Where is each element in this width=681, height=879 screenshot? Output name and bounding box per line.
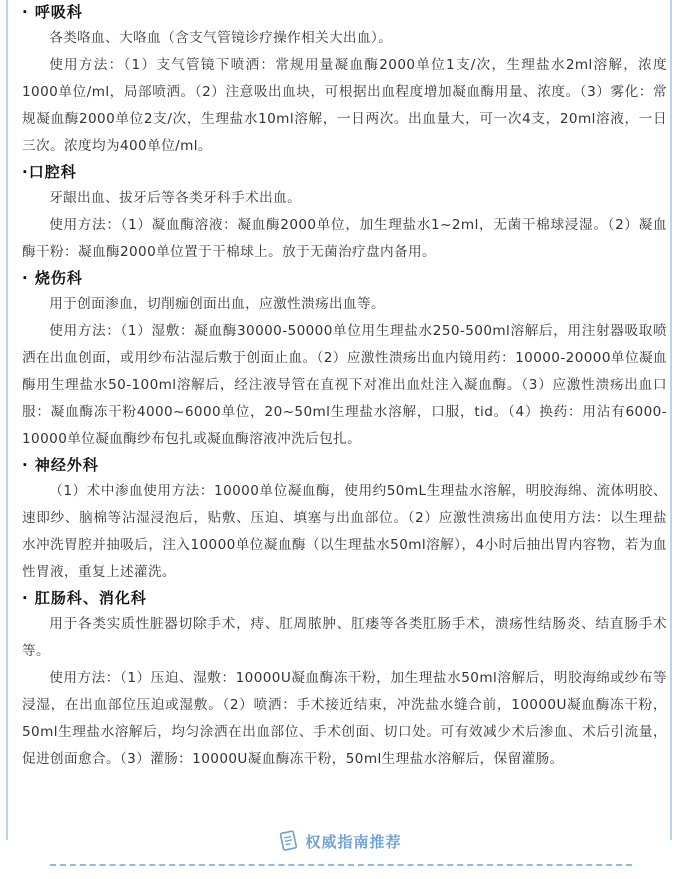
section-paragraph: 使用方法：（1）湿敷：凝血酶30000-50000单位用生理盐水250-500ml溶解后，用注射器吸取喷洒在出血创面，或用纱布沾湿后敷于创面止血。（2）应激性溃疡出血内镜用药：10000-20000单位凝血酶用生理盐水50-100ml溶解后，经注液导管在直视下对准出血灶注入凝血酶。（3）应激性溃疡出血口服：凝血酶冻干粉4000~6000单位，20~50ml生理盐水溶解，口服，tid。（4）换药：用沾有6000-10000单位凝血酶纱布包扎或凝血酶溶液冲洗后包扎。	[22, 323, 667, 447]
section-paragraph: 用于各类实质性脏器切除手术，痔、肛周脓肿、肛瘘等各类肛肠手术，溃疡性结肠炎、结直肠手术等。	[22, 616, 667, 659]
section-neurosurgery	[22, 453, 667, 586]
recommend-label: 权威指南推荐	[305, 832, 402, 851]
section-paragraph: 使用方法：（1）支气管镜下喷洒：常规用量凝血酶2000单位1支/次，生理盐水2ml溶解，浓度1000单位/ml，局部喷洒。（2）注意吸出血块，可根据出血程度增加凝血酶用量、浓度。（3）雾化：常规凝血酶2000单位2支/次，生理盐水10ml溶解，一日两次。出血量大，可一次4支，20ml溶液，一日三次。浓度均为400单位/ml。	[22, 57, 667, 154]
recommend-banner[interactable]	[0, 830, 681, 856]
section-anorectal-gastro	[22, 586, 667, 773]
article-body	[22, 0, 667, 773]
section-paragraph: 牙龈出血、拔牙后等各类牙科手术出血。	[49, 190, 302, 206]
section-paragraph: 用于创面渗血，切削痂创面出血，应激性溃疡出血等。	[49, 296, 386, 312]
section-burns	[22, 266, 667, 453]
section-respiratory	[22, 0, 667, 160]
section-title: · 烧伤科	[22, 269, 83, 287]
section-title: · 神经外科	[22, 456, 99, 474]
section-title: ·口腔科	[22, 163, 77, 181]
section-paragraph: 使用方法：（1）凝血酶溶液：凝血酶2000单位，加生理盐水1~2ml，无菌干棉球浸湿。（2）凝血酶干粉：凝血酶2000单位置于干棉球上。放于无菌治疗盘内备用。	[22, 217, 667, 260]
section-paragraph: （1）术中渗血使用方法：10000单位凝血酶，使用约50mL生理盐水溶解，明胶海绵、流体明胶、速即纱、脑棉等沾湿浸泡后，贴敷、压迫、填塞与出血部位。（2）应激性溃疡出血使用方法：以生理盐水冲洗胃腔并抽吸后，注入10000单位凝血酶（以生理盐水50ml溶解），4小时后抽出胃内容物，若为血性胃液，重复上述灌洗。	[22, 483, 667, 580]
section-title: · 肛肠科、消化科	[22, 589, 147, 607]
section-stomatology	[22, 160, 667, 266]
section-paragraph: 使用方法：（1）压迫、湿敷：10000U凝血酶冻干粉，加生理盐水50ml溶解后，明胶海绵或纱布等浸湿，在出血部位压迫或湿敷。（2）喷洒：手术接近结束，冲洗盐水缝合前，10000U凝血酶冻干粉，50ml生理盐水溶解后，均匀涂洒在出血部位、手术创面、切口处。可有效减少术后渗血、术后引流量，促进创面愈合。（3）灌肠：10000U凝血酶冻干粉，50ml生理盐水溶解后，保留灌肠。	[22, 670, 667, 767]
dashed-divider	[50, 864, 632, 866]
section-title: · 呼吸科	[22, 3, 83, 21]
section-paragraph: 各类咯血、大咯血（含支气管镜诊疗操作相关大出血）。	[49, 30, 393, 46]
document-icon	[279, 830, 299, 852]
